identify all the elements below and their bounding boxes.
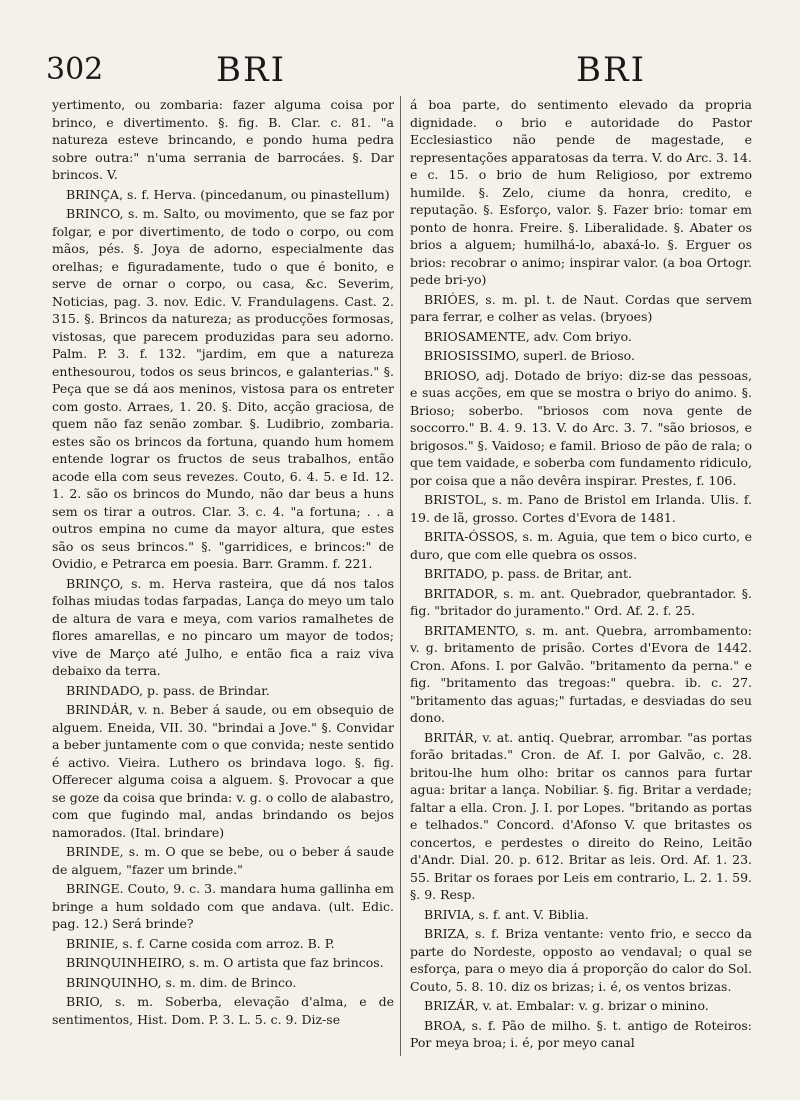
dictionary-entry: BRIOSAMENTE, adv. Com briyo. [424, 328, 632, 344]
dictionary-entry: BRITÁR, v. at. antiq. Quebrar, arrombar. "as portas forão britadas." Cron. de Af. I. por Galvão, c. 28. britou-lhe hum olho: britar os cannos para furtar agua: britar a lança. Nobiliar. §. fig. Britar a verdade; faltar a ella. Cron. J. I. por Lopes. "britando as portas e telhados." Concord. d'Afonso V. que britastes os concertos, e perdestes o direito do Reino, Leitão d'Andr. Dial. 20. p. 612. Britar as leis. Ord. Af. 1. 23. 55. Britar os foraes por Leis em contrario, L. 2. 1. 59. §. 9. Resp. [410, 729, 752, 902]
dictionary-entry: BRINQUINHEIRO, s. m. O artista que faz brincos. [66, 955, 384, 970]
dictionary-entry: BRITADOR, s. m. ant. Quebrador, quebrantador. §. fig. "britador do juramento." Ord. Af. 2. f. 25. [410, 585, 752, 618]
page-number: 302 [46, 52, 104, 87]
dictionary-entry: BRINGE. Couto, 9. c. 3. mandara huma gallinha em bringe a hum soldado com que andava. (ult. Edic. pag. 12.) Será brinde? [52, 881, 394, 931]
dictionary-entry: BRINDÁR, v. n. Beber á saude, ou em obsequio de alguem. Eneida, VII. 30. "brindai a Jove." §. Convidar a beber juntamente com o que convida; neste sentido é activo. Vieira. Luthero os brindava logo. §. fig. Offerecer alguma coisa a alguem. §. Provocar a que se goze da coisa que brinda: v. g. o collo de alabastro, com que fugindo mal, andas brindando os bejos namorados. (Ital. brindare) [52, 702, 394, 840]
dictionary-entry: BRIOSO, adj. Dotado de briyo: diz-se das pessoas, e suas acções, em que se mostra o briyo do animo. §. Brioso; soberbo. "briosos com nova gente de soccorro." B. 4. 9. 13. V. do Arc. 3. 7. "são briosos, e brigosos." §. Vaidoso; e famil. Brioso de pão de rala; o que tem vaidade, e soberba com fundamento ridiculo, por coisa que a não devêra inspirar. Prestes, f. 106. [410, 367, 752, 488]
page-header [46, 42, 760, 88]
dictionary-entry: BRINIE, s. f. Carne cosida com arroz. B. P. [66, 935, 335, 951]
dictionary-entry: BRITA-ÓSSOS, s. m. Aguia, que tem o bico curto, e duro, que com elle quebra os ossos. [410, 529, 752, 562]
right-running-head: BRI [576, 50, 647, 90]
dictionary-entry: BRINDE, s. m. O que se bebe, ou o beber á saude de alguem, "fazer um brinde." [52, 844, 394, 877]
right-column [410, 96, 752, 1054]
dictionary-entry: BRINÇA, s. f. Herva. (pincedanum, ou pinastellum) [66, 186, 390, 202]
dictionary-entry: BROA, s. f. Pão de milho. §. t. antigo de Roteiros: Por meya broa; i. é, por meyo canal [410, 1017, 752, 1050]
dictionary-entry: BRITADO, p. pass. de Britar, ant. [424, 566, 632, 581]
dictionary-entry: BRITAMENTO, s. m. ant. Quebra, arrombamento: v. g. britamento de prisão. Cortes d'Evora de 1442. Cron. Afons. I. por Galvão. "britamento da perna." e fig. "britamento das tregoas:" quebra. ib. c. 27. "britamento das aguas;" furtadas, e desviadas do seu dono. [410, 622, 752, 725]
dictionary-entry: BRIZA, s. f. Briza ventante: vento frio, e secco da parte do Nordeste, opposto ao vendaval; o qual se esforça, para o meyo dia á proporção do calor do Sol. Couto, 5. 8. 10. diz os brizas; i. é, os ventos brizas. [410, 926, 752, 994]
dictionary-entry: BRINCO, s. m. Salto, ou movimento, que se faz por folgar, e por divertimento, de todo o corpo, ou com mãos, pés. §. Joya de adorno, especialmente das orelhas; e figuradamente, tudo o que é bonito, e serve de ornar o corpo, ou casa, &c. Severim, Noticias, pag. 3. nov. Edic. V. Frandulagens. Cast. 2. 315. §. Brincos da natureza; as producções formosas, vistosas, que parecem produzidas para seu adorno. Palm. P. 3. f. 132. "jardim, em que a natureza enthesourou, todos os seus brincos, e galanterias." §. Peça que se dá aos meninos, vistosa para os entreter com gosto. Arraes, 1. 20. §. Dito, acção graciosa, de quem não faz senão zombar. §. Ludibrio, zombaria. estes são os brincos da fortuna, quando hum homem entende lograr os fructos de seus trabalhos, então acode ella com seus revezes. Couto, 6. 4. 5. e Id. 12. 1. 2. são os brincos do Mundo, não dar beus a huns sem os tirar a outros. Clar. 3. c. 4. "a fortuna; . . a outros empina no cume da mayor altura, que estes são os seus brincos." §. "garridices, e brincos:" de Ovidio, e Petrarca em poesia. Barr. Gramm. f. 221. [52, 206, 394, 571]
dictionary-entry: BRIO, s. m. Soberba, elevação d'alma, e de sentimentos, Hist. Dom. P. 3. L. 5. c. 9. Diz-se [52, 994, 394, 1027]
dictionary-entry: BRIZÁR, v. at. Embalar: v. g. brizar o minino. [424, 998, 709, 1013]
dictionary-entry: BRIVIA, s. f. ant. V. Biblia. [424, 906, 589, 922]
column-divider [400, 96, 401, 1056]
dictionary-entry: yertimento, ou zombaria: fazer alguma coisa por brinco, e divertimento. §. fig. B. Clar. c. 81. "a natureza esteve brincando, e pondo huma pedra sobre outra:" n'uma serrania de barrocáes. §. Dar brincos. V. [52, 97, 394, 182]
dictionary-entry: BRISTOL, s. m. Pano de Bristol em Irlanda. Ulis. f. 19. de lã, grosso. Cortes d'Evora de 1481. [410, 492, 752, 525]
dictionary-entry: BRINÇO, s. m. Herva rasteira, que dá nos talos folhas miudas todas farpadas, Lança do meyo um talo de altura de vara e meya, com varios ramalhetes de flores amarellas, e no pincaro um mayor de todos; vive de Março até Julho, e então fica a raiz viva debaixo da terra. [52, 575, 394, 678]
left-running-head: BRI [216, 50, 287, 90]
dictionary-entry: á boa parte, do sentimento elevado da propria dignidade. o brio e autoridade do Pastor Ecclesiastico não pende de magestade, e representações apparatosas da terra. V. do Arc. 3. 14. e c. 15. o brio de hum Religioso, por extremo humilde. §. Zelo, ciume da honra, credito, e reputação. §. Esforço, valor. §. Fazer brio: tomar em ponto de honra. Freire. §. Liberalidade. §. Abater os brios a alguem; humilhá-lo, abaxá-lo. §. Erguer os brios: recobrar o animo; inspirar valor. (a boa Ortogr. pede bri-yo) [410, 97, 752, 287]
dictionary-entry: BRIOSISSIMO, superl. de Brioso. [424, 348, 635, 363]
dictionary-entry: BRINDADO, p. pass. de Brindar. [66, 682, 270, 698]
dictionary-entry: BRIÓES, s. m. pl. t. de Naut. Cordas que servem para ferrar, e colher as velas. (bryoes) [410, 291, 752, 324]
left-column [52, 96, 394, 1030]
dictionary-entry: BRINQUINHO, s. m. dim. de Brinco. [66, 974, 297, 990]
